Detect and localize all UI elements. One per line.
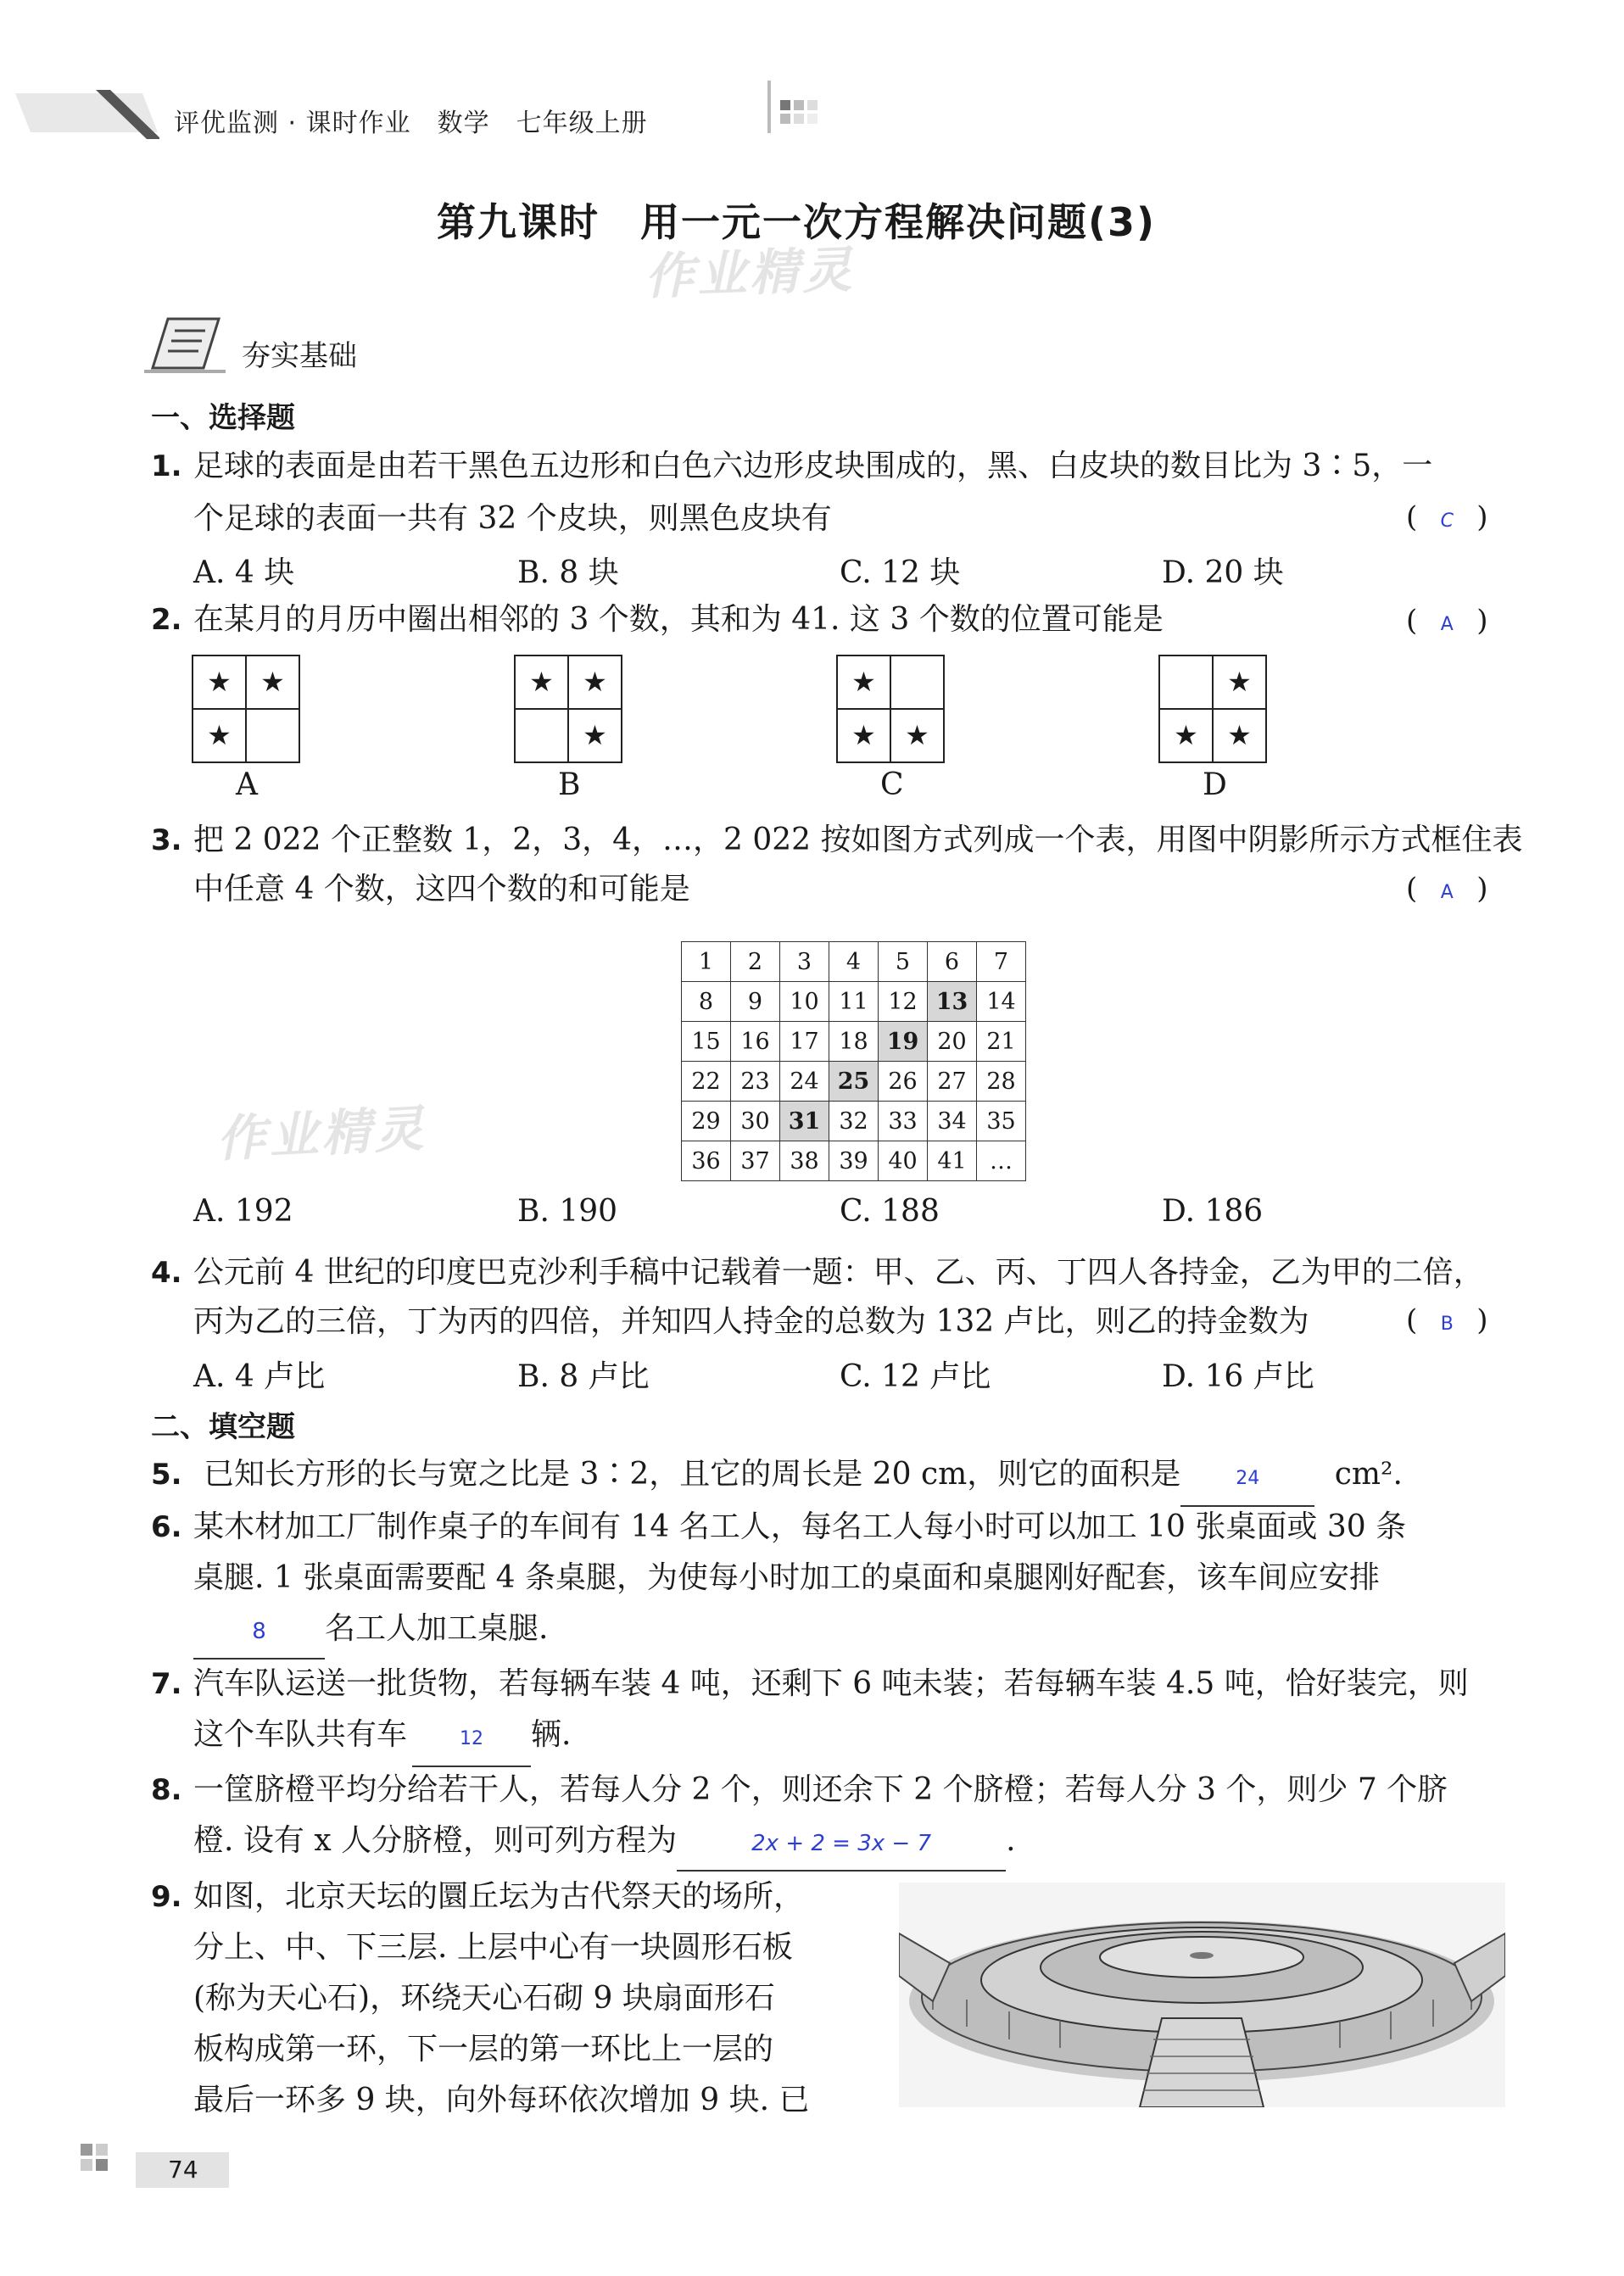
table-cell: 22	[682, 1062, 731, 1102]
calendar-option-b	[514, 655, 622, 763]
question-1	[151, 440, 1512, 493]
question-text-end: .	[1006, 1823, 1016, 1858]
question-text-end: 名工人加工桌腿.	[325, 1611, 549, 1646]
table-cell: 16	[731, 1022, 780, 1062]
page-number-box	[136, 2152, 229, 2188]
unit-text: cm².	[1334, 1457, 1403, 1492]
table-cell: 12	[879, 982, 928, 1022]
star-cell: ★	[890, 709, 944, 762]
answer-value: 2x + 2 = 3x − 7	[751, 1831, 932, 1856]
table-cell: 28	[977, 1062, 1026, 1102]
table-cell: 11	[829, 982, 879, 1022]
question-number: 2.	[151, 603, 182, 637]
question-text: 一筐脐橙平均分给若干人，若每人分 2 个，则还余下 2 个脐橙；若每人分 3 个，则少 7 个脐	[193, 1772, 1448, 1807]
header-squares-icon	[780, 100, 831, 137]
question-9	[151, 1871, 805, 1923]
answer-value: B	[1440, 1314, 1454, 1335]
question-9-line4: 板构成第一环，下一层的第一环比上一层的	[193, 2032, 774, 2067]
option-b: B. 190	[517, 1194, 618, 1229]
option-b: B. 8 块	[517, 555, 619, 590]
header-divider	[767, 81, 771, 133]
part-heading-fill: 二、填空题	[151, 1410, 295, 1444]
option-c: C. 188	[840, 1194, 940, 1229]
question-number: 7.	[151, 1667, 182, 1701]
answer-paren: ( A )	[1406, 872, 1488, 906]
figure-label-b: B	[558, 767, 581, 802]
star-cell: ★	[1213, 709, 1266, 762]
calendar-option-a	[192, 655, 300, 763]
star-cell: ★	[568, 655, 622, 709]
answer-value: A	[1440, 882, 1454, 903]
star-cell: ★	[837, 655, 890, 709]
answer-value: C	[1440, 510, 1454, 532]
section-badge: 夯实基础	[242, 339, 357, 373]
table-cell: 24	[780, 1062, 829, 1102]
question-8-line2	[193, 1815, 1016, 1872]
star-cell: ★	[568, 709, 622, 762]
table-cell: …	[977, 1141, 1026, 1181]
option-d: D. 186	[1162, 1194, 1264, 1229]
part-heading-choice: 一、选择题	[151, 401, 295, 435]
question-5	[151, 1448, 1403, 1507]
answer-paren: ( B )	[1406, 1303, 1488, 1337]
question-1-line2: 个足球的表面一共有 32 个皮块，则黑色皮块有	[193, 501, 832, 536]
star-cell: ★	[1159, 709, 1213, 762]
table-cell: 37	[731, 1141, 780, 1181]
shaded-cell: 25	[829, 1062, 879, 1102]
option-b: B. 8 卢比	[517, 1359, 650, 1394]
answer-blank	[677, 1815, 1006, 1872]
question-4-line2: 丙为乙的三倍，丁为丙的四倍，并知四人持金的总数为 132 卢比，则乙的持金数为	[193, 1304, 1309, 1339]
table-row	[682, 982, 1026, 1022]
question-number: 5.	[151, 1458, 182, 1492]
star-cell: ★	[193, 655, 246, 709]
watermark-title: 作业精灵	[644, 240, 857, 306]
table-cell: 8	[682, 982, 731, 1022]
header-book-title: 评优监测 · 课时作业 数学 七年级上册	[174, 109, 648, 138]
question-text: 如图，北京天坛的圜丘坛为古代祭天的场所，	[193, 1879, 805, 1914]
calendar-option-c	[836, 655, 945, 763]
question-text: 公元前 4 世纪的印度巴克沙利手稿中记载着一题：甲、乙、丙、丁四人各持金，乙为甲的二倍，	[193, 1255, 1484, 1290]
table-cell: 3	[780, 942, 829, 982]
question-6-line2: 桌腿. 1 张桌面需要配 4 条桌腿，为使每小时加工的桌面和桌腿刚好配套，该车间应安排	[193, 1560, 1381, 1595]
table-row	[682, 1062, 1026, 1102]
figure-label-a: A	[236, 767, 258, 802]
question-text: 某木材加工厂制作桌子的车间有 14 名工人，每名工人每小时可以加工 10 张桌面或 30 条	[193, 1509, 1407, 1544]
watermark-middle: 作业精灵	[215, 1099, 428, 1169]
table-cell: 2	[731, 942, 780, 982]
altar-illustration	[899, 1883, 1505, 2107]
shaded-cell: 13	[928, 982, 977, 1022]
question-4	[151, 1247, 1484, 1299]
shaded-cell: 19	[879, 1022, 928, 1062]
answer-paren: ( C )	[1406, 500, 1488, 534]
question-text-end: 辆.	[531, 1717, 572, 1752]
table-cell: 33	[879, 1102, 928, 1141]
page-number: 74	[168, 2156, 198, 2184]
table-row	[682, 942, 1026, 982]
table-cell: 39	[829, 1141, 879, 1181]
header-decoration	[15, 83, 159, 142]
answer-blank	[193, 1603, 325, 1660]
question-number: 4.	[151, 1256, 182, 1290]
answer-value: 12	[460, 1728, 484, 1749]
question-9-line2: 分上、中、下三层. 上层中心有一块圆形石板	[193, 1930, 793, 1965]
answer-blank	[1180, 1448, 1314, 1507]
table-cell: 40	[879, 1141, 928, 1181]
page-title: 第九课时 用一元一次方程解决问题(3)	[437, 199, 1157, 245]
empty-cell	[1159, 655, 1213, 709]
table-row	[682, 1102, 1026, 1141]
option-a: A. 192	[193, 1194, 293, 1229]
shaded-cell: 31	[780, 1102, 829, 1141]
question-7-line2	[193, 1709, 571, 1767]
question-9-line5: 最后一环多 9 块，向外每环依次增加 9 块. 已	[193, 2083, 810, 2117]
answer-value: 24	[1236, 1468, 1260, 1489]
table-cell: 7	[977, 942, 1026, 982]
figure-label-d: D	[1203, 767, 1227, 802]
question-7	[151, 1658, 1469, 1710]
table-cell: 18	[829, 1022, 879, 1062]
star-cell: ★	[246, 655, 299, 709]
table-cell: 10	[780, 982, 829, 1022]
table-cell: 1	[682, 942, 731, 982]
table-cell: 35	[977, 1102, 1026, 1141]
table-cell: 29	[682, 1102, 731, 1141]
option-a: A. 4 卢比	[193, 1359, 326, 1394]
table-cell: 21	[977, 1022, 1026, 1062]
table-cell: 4	[829, 942, 879, 982]
table-cell: 17	[780, 1022, 829, 1062]
question-6-line3	[193, 1603, 548, 1660]
star-cell: ★	[1213, 655, 1266, 709]
star-cell: ★	[193, 709, 246, 762]
question-number: 3.	[151, 823, 182, 857]
question-text: 把 2 022 个正整数 1，2，3，4，…，2 022 按如图方式列成一个表，用图中阴影所示方式框住表	[193, 823, 1523, 857]
question-2	[151, 594, 1164, 646]
question-text: 汽车队运送一批货物，若每辆车装 4 吨，还剩下 6 吨未装；若每辆车装 4.5 吨，恰好装完，则	[193, 1666, 1469, 1701]
question-8	[151, 1764, 1448, 1816]
header-slash-icon	[15, 83, 159, 142]
question-text: 橙. 设有 x 人分脐橙，则可列方程为	[193, 1823, 678, 1858]
option-c: C. 12 块	[840, 555, 961, 590]
question-number: 6.	[151, 1510, 182, 1544]
question-number: 8.	[151, 1773, 182, 1807]
table-cell: 36	[682, 1141, 731, 1181]
question-3	[151, 814, 1523, 867]
table-cell: 38	[780, 1141, 829, 1181]
table-cell: 20	[928, 1022, 977, 1062]
table-cell: 9	[731, 982, 780, 1022]
table-cell: 41	[928, 1141, 977, 1181]
question-text: 在某月的月历中圈出相邻的 3 个数，其和为 41. 这 3 个数的位置可能是	[193, 602, 1164, 637]
option-d: D. 20 块	[1162, 555, 1284, 590]
star-cell: ★	[837, 709, 890, 762]
table-cell: 5	[879, 942, 928, 982]
option-a: A. 4 块	[193, 555, 295, 590]
footer-squares-icon	[81, 2144, 131, 2181]
answer-paren: ( A )	[1406, 604, 1488, 638]
table-cell: 34	[928, 1102, 977, 1141]
table-cell: 23	[731, 1062, 780, 1102]
calendar-option-d	[1158, 655, 1267, 763]
question-number: 9.	[151, 1880, 182, 1914]
option-d: D. 16 卢比	[1162, 1359, 1314, 1394]
question-3-line2: 中任意 4 个数，这四个数的和可能是	[193, 872, 690, 906]
answer-blank	[412, 1709, 531, 1767]
star-cell: ★	[515, 655, 568, 709]
answer-value: 8	[252, 1619, 266, 1644]
table-cell: 14	[977, 982, 1026, 1022]
number-table	[681, 941, 1026, 1181]
table-cell: 27	[928, 1062, 977, 1102]
empty-cell	[246, 709, 299, 762]
question-text: 足球的表面是由若干黑色五边形和白色六边形皮块围成的，黑、白皮块的数目比为 3∶5，一	[193, 449, 1433, 483]
question-number: 1.	[151, 449, 182, 483]
table-cell: 30	[731, 1102, 780, 1141]
figure-label-c: C	[880, 767, 904, 802]
table-cell: 26	[879, 1062, 928, 1102]
empty-cell	[515, 709, 568, 762]
question-text: 已知长方形的长与宽之比是 3∶2，且它的周长是 20 cm，则它的面积是	[204, 1457, 1181, 1492]
question-text: 这个车队共有车	[193, 1717, 408, 1752]
option-c: C. 12 卢比	[840, 1359, 991, 1394]
table-row	[682, 1022, 1026, 1062]
answer-value: A	[1440, 614, 1454, 635]
question-9-line3: (称为天心石)，环绕天心石砌 9 块扇面形石	[193, 1981, 775, 2016]
section-notebook-icon	[144, 315, 229, 378]
table-cell: 6	[928, 942, 977, 982]
empty-cell	[890, 655, 944, 709]
table-cell: 15	[682, 1022, 731, 1062]
question-6	[151, 1501, 1407, 1554]
table-cell: 32	[829, 1102, 879, 1141]
table-row	[682, 1141, 1026, 1181]
